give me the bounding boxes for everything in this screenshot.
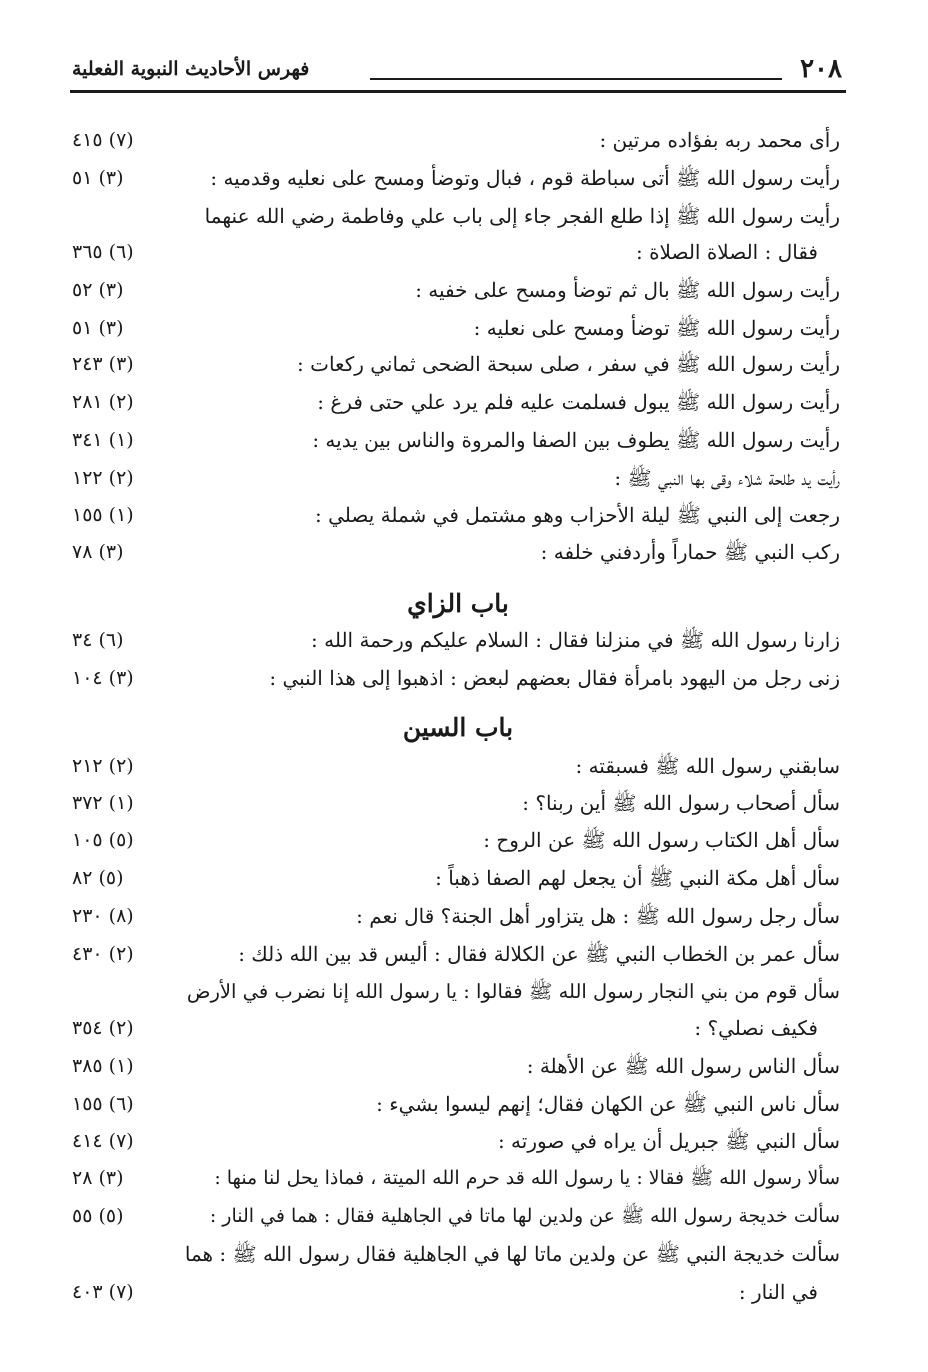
entry-text: سأل أصحاب رسول الله ﷺ أين ربنا؟ :: [522, 791, 840, 815]
index-entry: [70, 785, 846, 823]
entry-reference: (٥) ٥٥: [72, 1205, 124, 1227]
index-entry: [70, 497, 846, 535]
page-number: ٢٠٨: [800, 54, 842, 84]
entry-text: زنى رجل من اليهود بامرأة فقال بعضهم لبعض : اذهبوا إلى هذا النبي :: [269, 666, 840, 690]
entry-reference: (٨) ٢٣٠: [72, 905, 134, 927]
entry-reference: (٢) ١٢٢: [72, 467, 134, 489]
entry-text: سأل النبي ﷺ جبريل أن يراه في صورته :: [497, 1129, 840, 1153]
index-entry: [70, 1123, 846, 1161]
index-entry: [70, 822, 846, 860]
entry-reference: (٢) ٢٨١: [72, 391, 134, 413]
entry-reference: (٦) ١٥٥: [72, 1093, 134, 1115]
entry-text: زارنا رسول الله ﷺ في منزلنا فقال : السلام عليكم ورحمة الله :: [311, 628, 840, 652]
index-entry: [70, 660, 846, 698]
index-entry: [70, 198, 846, 236]
entry-text: سابقني رسول الله ﷺ فسبقته :: [575, 754, 840, 778]
entry-reference: (٧) ٤١٤: [72, 1130, 134, 1152]
entry-reference: (٦) ٣٤: [72, 629, 124, 651]
entry-reference: (١) ١٥٥: [72, 504, 134, 526]
entry-reference: (١) ٣٤١: [72, 429, 134, 451]
index-entry: [70, 160, 846, 198]
entry-text: رأيت يد طلحة شلاء وقى بها النبي ﷺ :: [614, 466, 840, 490]
entry-text: رأى محمد ربه بفؤاده مرتين :: [599, 128, 840, 152]
running-title: فهرس الأحاديث النبوية الفعلية: [72, 58, 310, 80]
entry-reference: (٦) ٣٦٥: [72, 241, 134, 263]
entry-reference: (٣) ٥١: [72, 167, 124, 189]
index-entry: [70, 936, 846, 974]
index-entry-continuation: [70, 1274, 846, 1312]
index-entry: [70, 460, 846, 498]
entry-reference: (٣) ١٠٤: [72, 667, 134, 689]
entry-reference: (٣) ٢٨: [72, 1167, 124, 1189]
index-entry: [70, 1086, 846, 1124]
entry-reference: (٢) ٣٥٤: [72, 1017, 134, 1039]
section-heading: باب السين: [402, 713, 514, 742]
entry-text: رأيت رسول الله ﷺ إذا طلع الفجر جاء إلى باب علي وفاطمة رضي الله عنهما: [204, 204, 840, 228]
entry-reference: (١) ٣٧٢: [72, 792, 134, 814]
entry-reference: (١) ٣٨٥: [72, 1055, 134, 1077]
entry-reference: (٢) ٤٣٠: [72, 943, 134, 965]
entry-text: رأيت رسول الله ﷺ يطوف بين الصفا والمروة والناس بين يديه :: [312, 428, 840, 452]
index-entry: [70, 1236, 846, 1274]
entry-text: رأيت رسول الله ﷺ أتى سباطة قوم ، فبال وتوضأ ومسح على نعليه وقدميه :: [210, 166, 840, 190]
entry-reference: (٣) ٢٤٣: [72, 353, 134, 375]
entry-reference: (٢) ٢١٢: [72, 755, 134, 777]
entry-text: رأيت رسول الله ﷺ بال ثم توضأ ومسح على خفيه :: [415, 278, 840, 302]
entry-text: رأيت رسول الله ﷺ في سفر ، صلى سبحة الضحى ثماني ركعات :: [297, 352, 840, 376]
index-entry: [70, 1048, 846, 1086]
entry-text: سأل عمر بن الخطاب النبي ﷺ عن الكلالة فقال : أليس قد بين الله ذلك :: [238, 942, 840, 966]
entry-text: ركب النبي ﷺ حماراً وأردفني خلفه :: [540, 540, 840, 564]
entry-reference: (٧) ٤١٥: [72, 129, 134, 151]
entry-reference: (٥) ٨٢: [72, 867, 124, 889]
entry-text: سأل رجل رسول الله ﷺ : هل يتزاور أهل الجنة؟ قال نعم :: [356, 904, 840, 928]
index-entry: [70, 422, 846, 460]
entry-text: سأل الناس رسول الله ﷺ عن الأهلة :: [526, 1054, 840, 1078]
index-entry: [70, 898, 846, 936]
index-entry: [70, 1160, 846, 1198]
entry-text: فقال : الصلاة الصلاة :: [635, 240, 818, 264]
entry-text: سأل أهل الكتاب رسول الله ﷺ عن الروح :: [483, 828, 840, 852]
index-entry-continuation: [70, 1010, 846, 1048]
index-entry: [70, 622, 846, 660]
index-entry: [70, 1198, 846, 1236]
entry-reference: (٣) ٧٨: [72, 541, 124, 563]
index-entry: [70, 384, 846, 422]
index-entry: [70, 974, 846, 1012]
index-entry: [70, 346, 846, 384]
section-heading: باب الزاي: [407, 589, 509, 618]
entry-reference: (٣) ٥٢: [72, 279, 124, 301]
entry-text: في النار :: [738, 1280, 818, 1304]
entry-text: سألا رسول الله ﷺ فقالا : يا رسول الله قد حرم الله الميتة ، فماذا يحل لنا منها :: [214, 1167, 840, 1189]
entry-text: سأل ناس النبي ﷺ عن الكهان فقال؛ إنهم ليسوا بشيء :: [376, 1092, 840, 1116]
entry-text: سأل قوم من بني النجار رسول الله ﷺ فقالوا : يا رسول الله إنا نضرب في الأرض: [186, 980, 840, 1003]
index-entry: [70, 534, 846, 572]
entry-text: رجعت إلى النبي ﷺ ليلة الأحزاب وهو مشتمل في شملة يصلي :: [315, 503, 840, 527]
index-entry: [70, 310, 846, 348]
entry-text: سأل أهل مكة النبي ﷺ أن يجعل لهم الصفا ذهباً :: [435, 866, 840, 890]
entry-text: رأيت رسول الله ﷺ يبول فسلمت عليه فلم يرد علي حتى فرغ :: [317, 390, 840, 414]
entry-reference: (٥) ١٠٥: [72, 829, 134, 851]
index-entry: [70, 122, 846, 160]
entry-text: فكيف نصلي؟ :: [694, 1016, 818, 1040]
entry-text: سألت خديجة النبي ﷺ عن ولدين ماتا لها في الجاهلية فقال رسول الله ﷺ : هما: [184, 1242, 840, 1266]
entry-text: رأيت رسول الله ﷺ توضأ ومسح على نعليه :: [473, 316, 840, 340]
entry-reference: (٧) ٤٠٣: [72, 1281, 134, 1303]
index-entry: [70, 748, 846, 786]
index-entry: [70, 860, 846, 898]
index-entry: [70, 272, 846, 310]
entry-reference: (٣) ٥١: [72, 317, 124, 339]
index-entry-continuation: [70, 234, 846, 272]
entry-text: سألت خديجة رسول الله ﷺ عن ولدين لها ماتا في الجاهلية فقال : هما في النار :: [209, 1205, 840, 1227]
